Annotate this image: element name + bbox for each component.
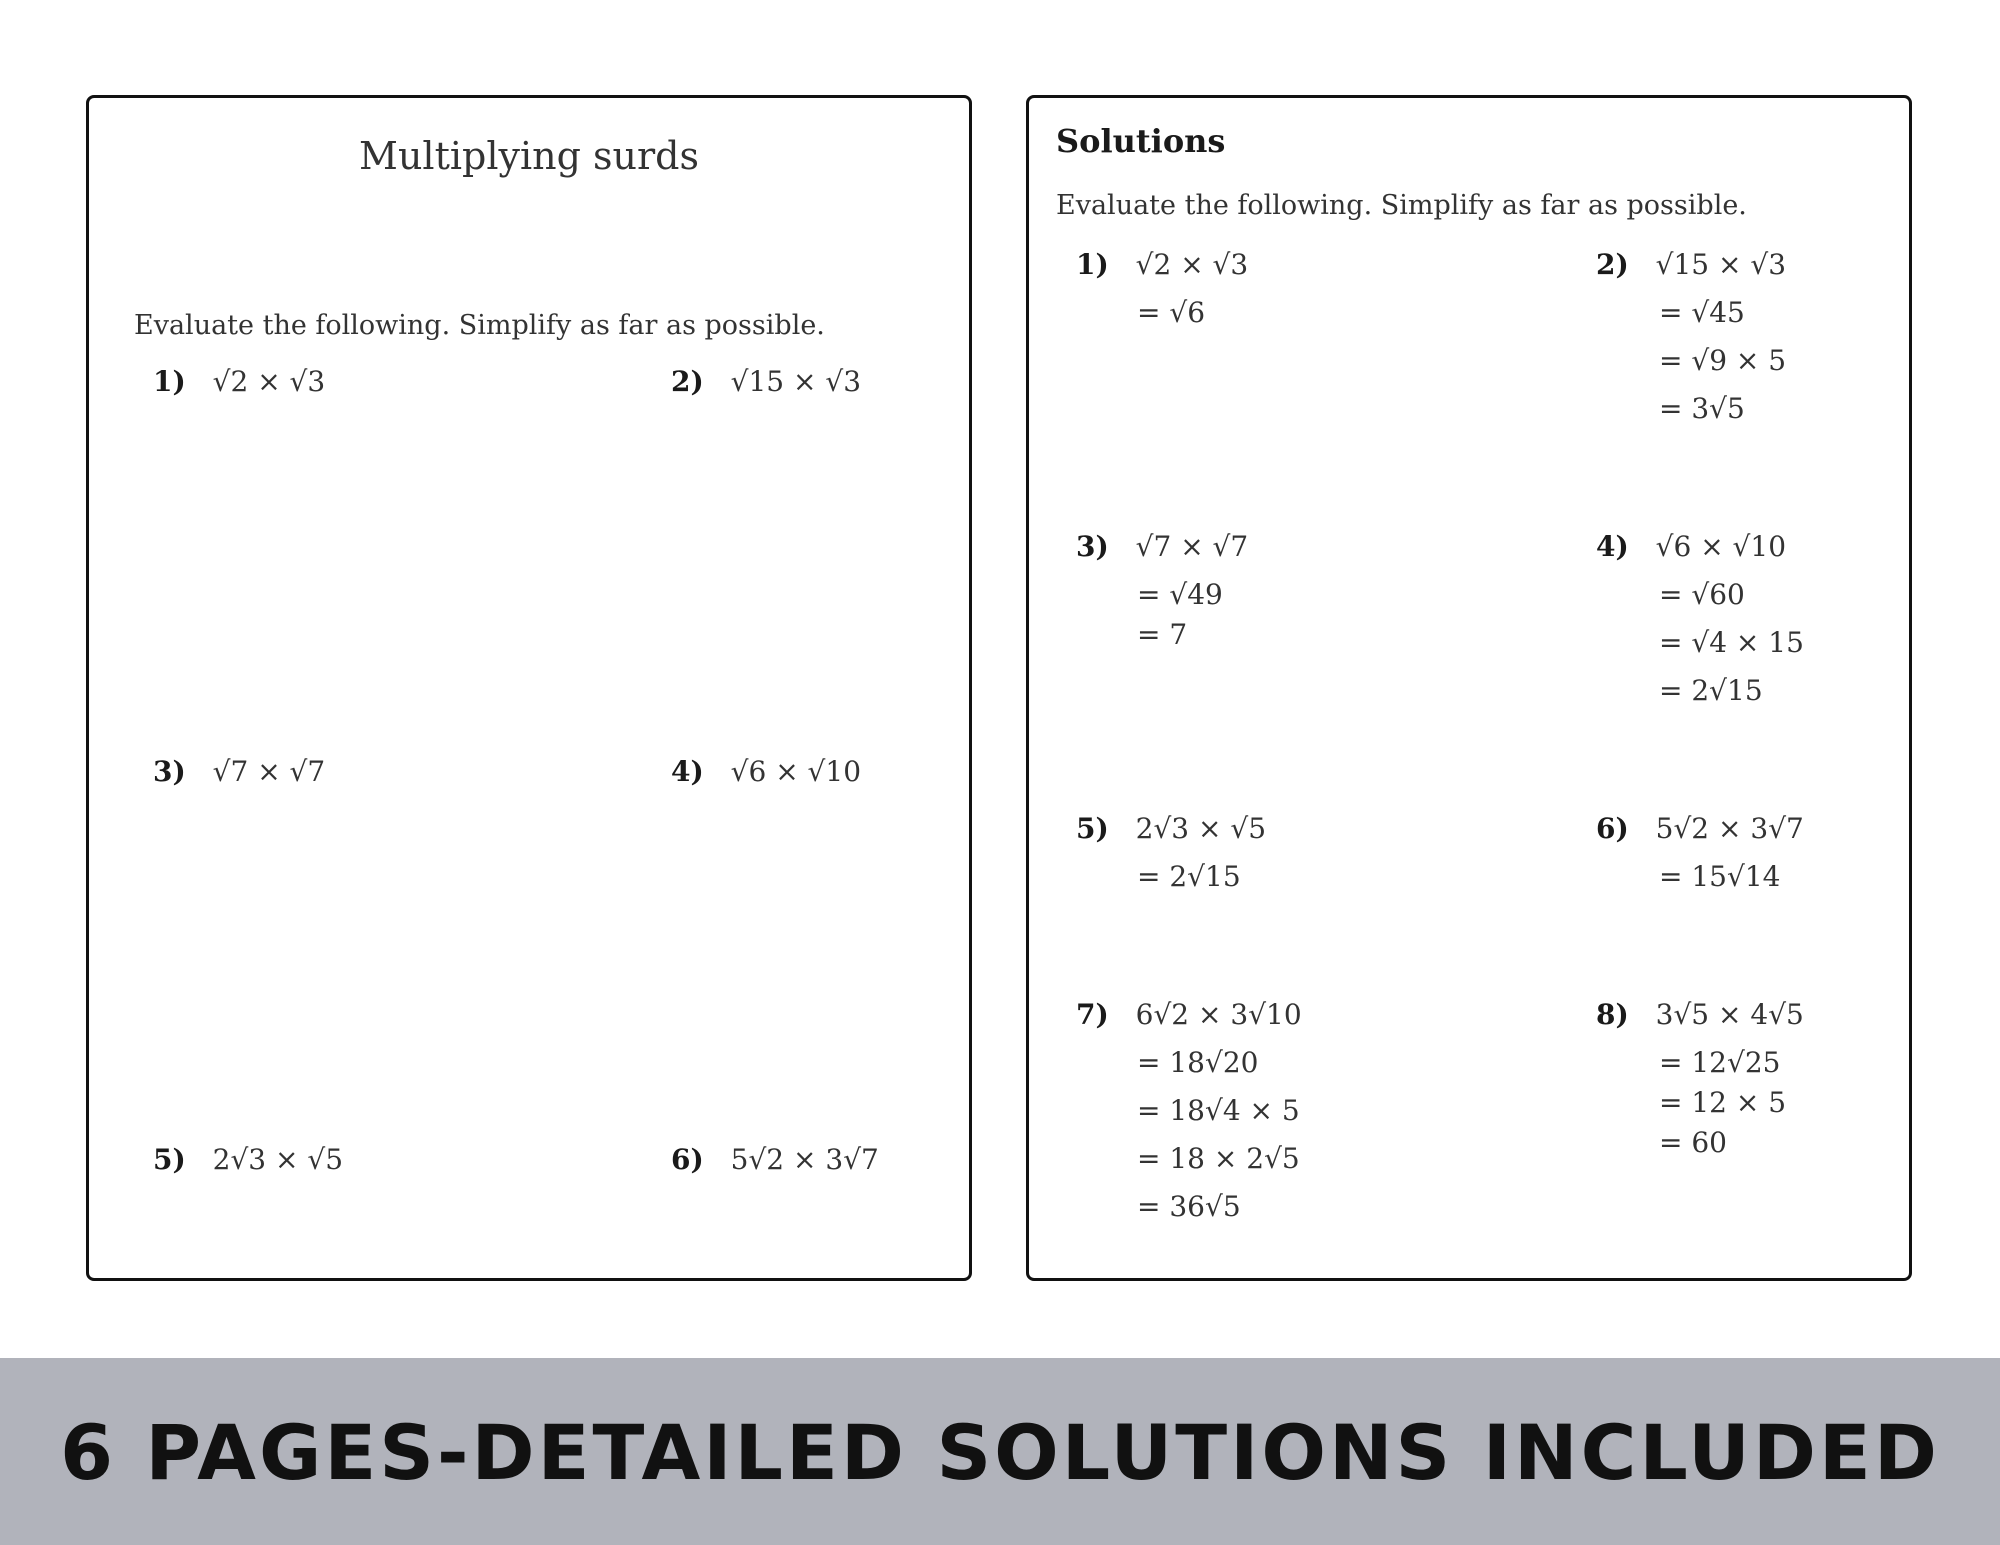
- solution-step: = 7: [1137, 618, 1188, 651]
- solution-step: = 15√14: [1659, 860, 1781, 893]
- question-expression: 2√3 × √5: [1135, 812, 1267, 845]
- solution-question: [1596, 998, 1804, 1031]
- worksheet-question: [153, 365, 325, 398]
- question-number: 5): [153, 1143, 186, 1176]
- solution-step: = 12√25: [1659, 1046, 1781, 1079]
- solution-step: = √4 × 15: [1659, 626, 1804, 659]
- question-expression: √2 × √3: [1135, 248, 1249, 281]
- question-expression: 2√3 × √5: [212, 1143, 344, 1176]
- promo-banner: [0, 1358, 2000, 1545]
- solution-step: = √49: [1137, 578, 1223, 611]
- solution-step: = 18 × 2√5: [1137, 1142, 1300, 1175]
- question-number: 2): [1596, 248, 1629, 281]
- solution-question: [1596, 530, 1786, 563]
- solution-step: = √9 × 5: [1659, 344, 1787, 377]
- solution-step: = 36√5: [1137, 1190, 1241, 1223]
- banner-text: 6 PAGES-DETAILED SOLUTIONS INCLUDED: [60, 1408, 1940, 1497]
- question-number: 1): [1076, 248, 1109, 281]
- solution-step: = 2√15: [1659, 674, 1763, 707]
- question-expression: √2 × √3: [212, 365, 326, 398]
- worksheet-instructions: Evaluate the following. Simplify as far as possible.: [134, 310, 825, 341]
- question-number: 4): [1596, 530, 1629, 563]
- question-expression: 3√5 × 4√5: [1655, 998, 1804, 1031]
- worksheet-question: [671, 755, 861, 788]
- worksheet-question: [671, 1143, 879, 1176]
- solution-step: = 2√15: [1137, 860, 1241, 893]
- question-number: 7): [1076, 998, 1109, 1031]
- question-expression: √7 × √7: [1135, 530, 1249, 563]
- solution-step: = 18√20: [1137, 1046, 1259, 1079]
- question-number: 2): [671, 365, 704, 398]
- solution-step: = 18√4 × 5: [1137, 1094, 1300, 1127]
- question-expression: 6√2 × 3√10: [1135, 998, 1302, 1031]
- worksheet-title: Multiplying surds: [359, 134, 699, 178]
- worksheet-question: [153, 755, 325, 788]
- solutions-heading: Solutions: [1056, 122, 1226, 160]
- question-number: 5): [1076, 812, 1109, 845]
- question-number: 6): [1596, 812, 1629, 845]
- question-number: 4): [671, 755, 704, 788]
- question-expression: √15 × √3: [1655, 248, 1787, 281]
- solution-step: = 3√5: [1659, 392, 1745, 425]
- solution-step: = 60: [1659, 1126, 1727, 1159]
- question-expression: 5√2 × 3√7: [730, 1143, 879, 1176]
- solution-step: = √6: [1137, 296, 1206, 329]
- question-number: 3): [153, 755, 186, 788]
- question-expression: √7 × √7: [212, 755, 326, 788]
- worksheet-page: [86, 95, 972, 1281]
- question-number: 3): [1076, 530, 1109, 563]
- question-number: 8): [1596, 998, 1629, 1031]
- question-expression: √6 × √10: [1655, 530, 1787, 563]
- question-expression: √6 × √10: [730, 755, 862, 788]
- question-number: 1): [153, 365, 186, 398]
- worksheet-question: [153, 1143, 343, 1176]
- solution-step: = √60: [1659, 578, 1745, 611]
- solution-question: [1596, 812, 1804, 845]
- solution-question: [1076, 530, 1248, 563]
- solution-question: [1076, 248, 1248, 281]
- solution-step: = √45: [1659, 296, 1745, 329]
- solutions-instructions: Evaluate the following. Simplify as far as possible.: [1056, 190, 1747, 221]
- solution-question: [1596, 248, 1786, 281]
- solution-question: [1076, 812, 1266, 845]
- solution-question: [1076, 998, 1302, 1031]
- question-expression: 5√2 × 3√7: [1655, 812, 1804, 845]
- worksheet-question: [671, 365, 861, 398]
- solutions-page: [1026, 95, 1912, 1281]
- solution-step: = 12 × 5: [1659, 1086, 1787, 1119]
- question-number: 6): [671, 1143, 704, 1176]
- question-expression: √15 × √3: [730, 365, 862, 398]
